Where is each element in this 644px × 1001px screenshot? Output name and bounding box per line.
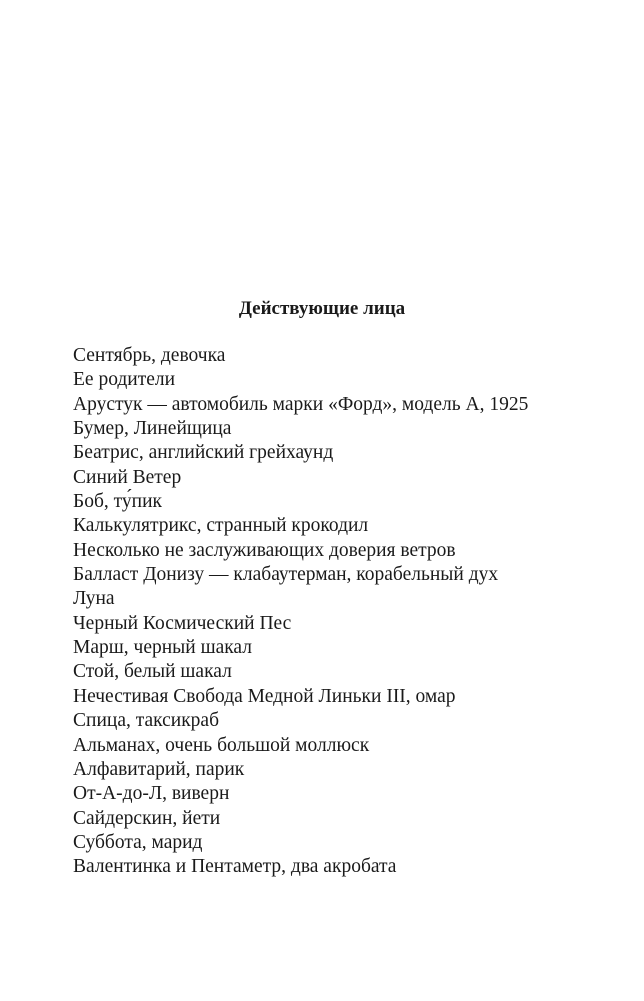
list-item: Альманах, очень большой моллюск xyxy=(73,734,370,756)
list-item: Черный Космический Пес xyxy=(73,612,292,634)
list-item: Нечестивая Свобода Медной Линьки III, омар xyxy=(73,685,456,707)
list-item: Сентябрь, девочка xyxy=(73,345,226,366)
list-item: Синий Ветер xyxy=(73,466,182,488)
list-item: Беатрис, английский грейхаунд xyxy=(73,442,334,464)
list-item: Марш, черный шакал xyxy=(73,637,252,659)
list-item: Калькулятрикс, странный крокодил xyxy=(73,515,369,537)
list-item: Арустук — автомобиль марки «Форд», модель А, 1925 xyxy=(73,393,529,415)
list-item: Сайдерскин, йети xyxy=(73,807,221,829)
character-list xyxy=(73,344,633,880)
list-item: Спица, таксикраб xyxy=(73,710,220,732)
list-item: От-А-до-Л, виверн xyxy=(73,783,230,805)
list-item: Боб, ту́пик xyxy=(73,491,162,513)
list-item: Суббота, марид xyxy=(73,831,203,853)
page-title: Действующие лица xyxy=(238,298,406,319)
list-item: Балласт Донизу — клабаутерман, корабельный дух xyxy=(73,564,499,586)
list-item: Луна xyxy=(73,588,115,610)
list-item: Ее родители xyxy=(73,369,176,391)
list-item: Валентинка и Пентаметр, два акробата xyxy=(73,856,397,878)
list-item: Бумер, Линейщица xyxy=(73,418,232,440)
list-item: Стой, белый шакал xyxy=(73,661,232,683)
list-item: Алфавитарий, парик xyxy=(73,758,245,780)
list-item: Несколько не заслуживающих доверия ветров xyxy=(73,539,456,561)
